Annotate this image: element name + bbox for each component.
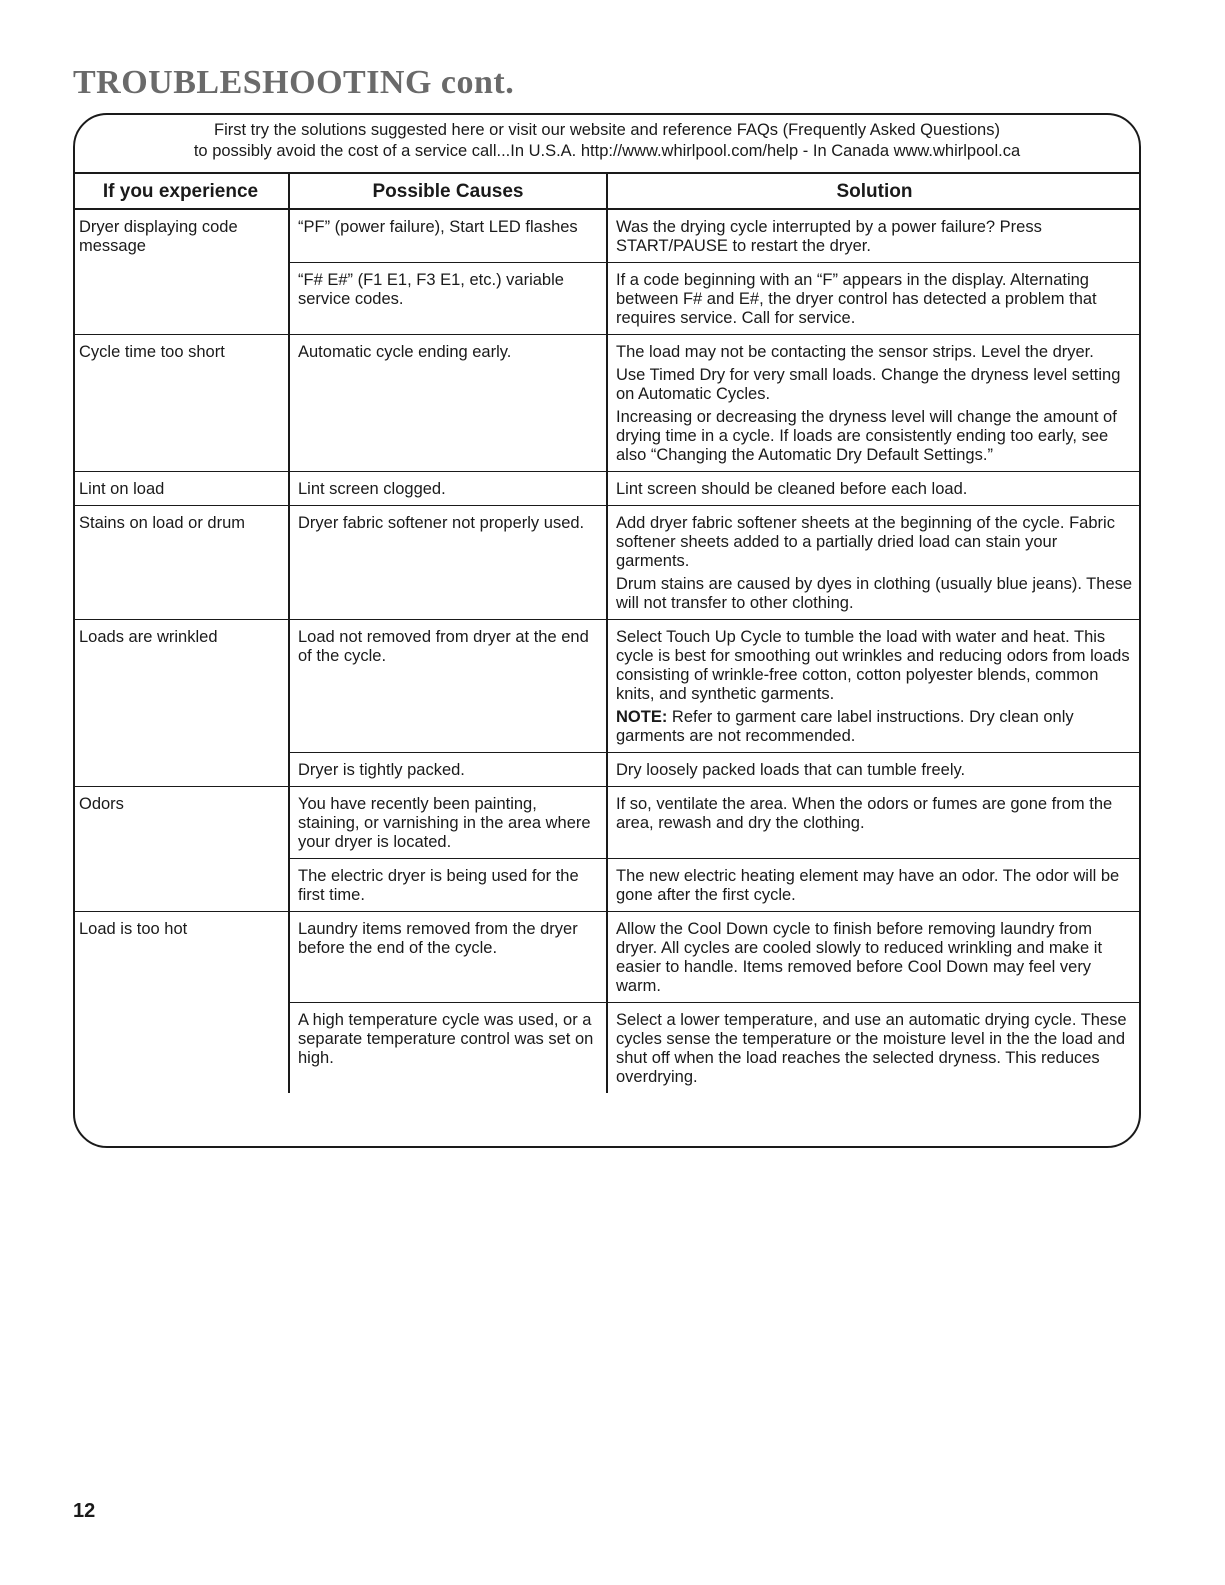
solution-cell bbox=[607, 753, 1141, 787]
cause-cell: A high temperature cycle was used, or a separate temperature control was set on high. bbox=[289, 1003, 607, 1094]
table-row bbox=[73, 787, 1141, 859]
experience-cell: Dryer displaying code message bbox=[73, 209, 289, 335]
header-solution: Solution bbox=[607, 173, 1141, 209]
experience-cell: Odors bbox=[73, 787, 289, 912]
table-row bbox=[73, 209, 1141, 263]
cause-cell: Laundry items removed from the dryer before the end of the cycle. bbox=[289, 912, 607, 1003]
cause-cell: Automatic cycle ending early. bbox=[289, 335, 607, 472]
cause-cell: “F# E#” (F1 E1, F3 E1, etc.) variable service codes. bbox=[289, 263, 607, 335]
table-row bbox=[73, 620, 1141, 753]
note-text: Refer to garment care label instructions. Dry clean only garments are not recommended. bbox=[616, 708, 1074, 745]
table-header-row bbox=[73, 173, 1141, 209]
table-body bbox=[73, 209, 1141, 1093]
solution-cell bbox=[607, 1003, 1141, 1094]
solution-paragraph: Was the drying cycle interrupted by a power failure? Press START/PAUSE to restart the dryer. bbox=[616, 218, 1042, 255]
header-causes: Possible Causes bbox=[289, 173, 607, 209]
solution-paragraph: Select Touch Up Cycle to tumble the load with water and heat. This cycle is best for smoothing out wrinkles and reducing odors from loads consisting of wrinkle-free cotton, cotton polyester blends, common knits, and synthetic garments. bbox=[616, 628, 1130, 703]
experience-cell: Load is too hot bbox=[73, 912, 289, 1094]
solution-paragraph: Select a lower temperature, and use an automatic drying cycle. These cycles sense the temperature or the moisture level in the the load and shut off when the load reaches the selected dryness. This reduces overdrying. bbox=[616, 1011, 1127, 1086]
solution-paragraph: The new electric heating element may have an odor. The odor will be gone after the first cycle. bbox=[616, 867, 1120, 904]
troubleshooting-table bbox=[73, 172, 1141, 1093]
table-row bbox=[73, 472, 1141, 506]
experience-cell: Stains on load or drum bbox=[73, 506, 289, 620]
cause-cell: The electric dryer is being used for the first time. bbox=[289, 859, 607, 912]
solution-cell bbox=[607, 859, 1141, 912]
cause-cell: You have recently been painting, staining, or varnishing in the area where your dryer is located. bbox=[289, 787, 607, 859]
header-experience: If you experience bbox=[73, 173, 289, 209]
intro-line-1: First try the solutions suggested here or visit our website and reference FAQs (Frequently Asked Questions) bbox=[214, 121, 1000, 139]
cause-cell: Dryer is tightly packed. bbox=[289, 753, 607, 787]
note-label: NOTE: bbox=[616, 708, 668, 726]
solution-cell bbox=[607, 620, 1141, 753]
solution-paragraph: Allow the Cool Down cycle to finish before removing laundry from dryer. All cycles are cooled slowly to reduced wrinkling and make it easier to handle. Items removed before Cool Down may feel very warm. bbox=[616, 920, 1103, 995]
solution-paragraph: Dry loosely packed loads that can tumble freely. bbox=[616, 761, 966, 779]
intro-text bbox=[75, 120, 1139, 162]
table-row bbox=[73, 335, 1141, 472]
solution-cell bbox=[607, 787, 1141, 859]
solution-paragraph: Lint screen should be cleaned before each load. bbox=[616, 480, 968, 498]
solution-paragraph: If a code beginning with an “F” appears in the display. Alternating between F# and E#, the dryer control has detected a problem that requires service. Call for service. bbox=[616, 271, 1097, 327]
experience-cell: Cycle time too short bbox=[73, 335, 289, 472]
page-title: TROUBLESHOOTING cont. bbox=[73, 64, 515, 101]
solution-note bbox=[616, 708, 1133, 746]
solution-cell bbox=[607, 506, 1141, 620]
cause-cell: Dryer fabric softener not properly used. bbox=[289, 506, 607, 620]
cause-cell: Lint screen clogged. bbox=[289, 472, 607, 506]
table-row bbox=[73, 912, 1141, 1003]
cause-cell: Load not removed from dryer at the end of the cycle. bbox=[289, 620, 607, 753]
solution-paragraph: Increasing or decreasing the dryness level will change the amount of drying time in a cycle. If loads are consistently ending too early, see also “Changing the Automatic Dry Default Settings.” bbox=[616, 408, 1117, 464]
solution-paragraph: If so, ventilate the area. When the odors or fumes are gone from the area, rewash and dry the clothing. bbox=[616, 795, 1113, 832]
cause-cell: “PF” (power failure), Start LED flashes bbox=[289, 209, 607, 263]
intro-line-2: to possibly avoid the cost of a service call...In U.S.A. http://www.whirlpool.com/help - In Canada www.whirlpool.ca bbox=[193, 142, 1021, 160]
solution-cell bbox=[607, 209, 1141, 263]
solution-paragraph: Add dryer fabric softener sheets at the beginning of the cycle. Fabric softener sheets added to a partially dried load can stain your garments. bbox=[616, 514, 1115, 570]
solution-paragraph: The load may not be contacting the sensor strips. Level the dryer. bbox=[616, 343, 1094, 361]
solution-cell bbox=[607, 335, 1141, 472]
solution-cell bbox=[607, 912, 1141, 1003]
solution-cell bbox=[607, 263, 1141, 335]
page-number: 12 bbox=[73, 1500, 96, 1522]
table-row bbox=[73, 506, 1141, 620]
solution-paragraph: Drum stains are caused by dyes in clothing (usually blue jeans). These will not transfer to other clothing. bbox=[616, 575, 1133, 612]
experience-cell: Lint on load bbox=[73, 472, 289, 506]
experience-cell: Loads are wrinkled bbox=[73, 620, 289, 787]
solution-cell bbox=[607, 472, 1141, 506]
solution-paragraph: Use Timed Dry for very small loads. Change the dryness level setting on Automatic Cycles. bbox=[616, 366, 1121, 403]
